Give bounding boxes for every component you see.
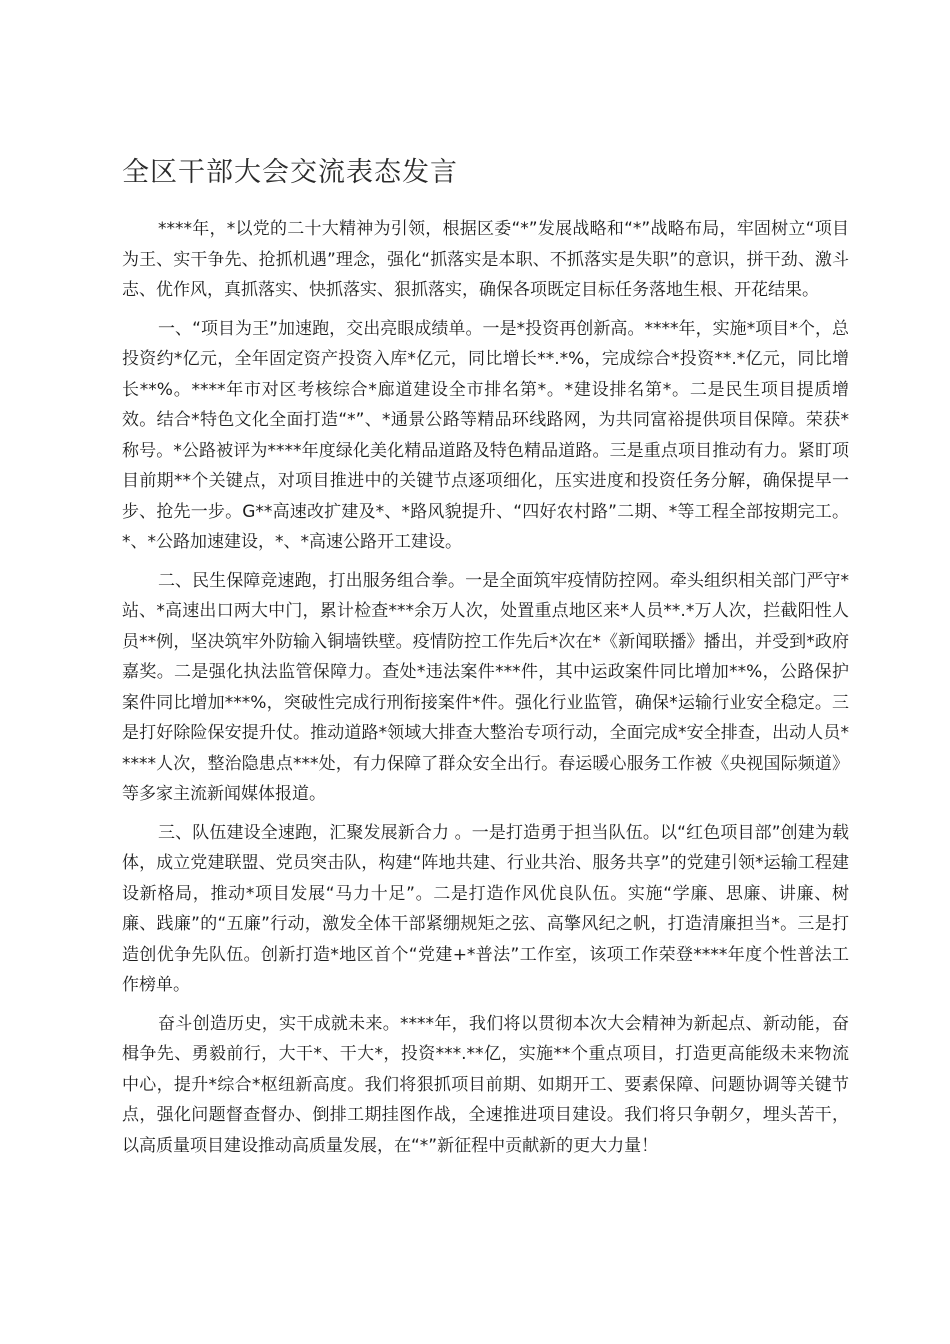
document-title: 全区干部大会交流表态发言	[122, 157, 458, 188]
paragraph-section-2: 二、民生保障竞速跑，打出服务组合拳。一是全面筑牢疫情防控网。牵头组织相关部门严守*站、*高速出口两大中门，累计检查***余万人次，处置重点地区来*人员**.*万人次，拦截阳性人员**例，坚决筑牢外防输入铜墙铁壁。疫情防控工作先后*次在*《新闻联播》播出，并受到*政府嘉奖。二是强化执法监管保障力。查处*违法案件***件，其中运政案件同比增加**%，公路保护案件同比增加***%，突破性完成行刑衔接案件*件。强化行业监管，确保*运输行业安全稳定。三是打好除险保安提升仗。推动道路*领域大排查大整治专项行动，全面完成*安全排查，出动人员*****人次，整治隐患点***处，有力保障了群众安全出行。春运暖心服务工作被《央视国际频道》等多家主流新闻媒体报道。	[122, 570, 849, 804]
paragraph-conclusion: 奋斗创造历史，实干成就未来。****年，我们将以贯彻本次大会精神为新起点、新动能，奋楫争先、勇毅前行，大干*、干大*，投资***.**亿，实施**个重点项目，打造更高能级未来物流中心，提升*综合*枢纽新高度。我们将狠抓项目前期、如期开工、要素保障、问题协调等关键节点，强化问题督查督办、倒排工期挂图作战，全速推进项目建设。我们将只争朝夕，埋头苦干，以高质量项目建设推动高质量发展，在“*”新征程中贡献新的更大力量！	[122, 1013, 849, 1156]
paragraph-section-1: 一、“项目为王”加速跑，交出亮眼成绩单。一是*投资再创新高。****年，实施*项目*个，总投资约*亿元，全年固定资产投资入库*亿元，同比增长**.*%，完成综合*投资**.*亿元，同比增长**%。****年市对区考核综合*廊道建设全市排名第*。*建设排名第*。二是民生项目提质增效。结合*特色文化全面打造“*”、*通景公路等精品环线路网，为共同富裕提供项目保障。荣获*称号。*公路被评为****年度绿化美化精品道路及特色精品道路。三是重点项目推动有力。紧盯项目前期**个关键点，对项目推进中的关键节点逐项细化，压实进度和投资任务分解，确保提早一步、抢先一步。G**高速改扩建及*、*路风貌提升、“四好农村路”二期、*等工程全部按期完工。*、*公路加速建设，*、*高速公路开工建设。	[122, 318, 849, 552]
paragraph-section-3: 三、队伍建设全速跑，汇聚发展新合力 。一是打造勇于担当队伍。以“红色项目部”创建为载体，成立党建联盟、党员突击队，构建“阵地共建、行业共治、服务共享”的党建引领*运输工程建设新格局，推动*项目发展“马力十足”。二是打造作风优良队伍。实施“学廉、思廉、讲廉、树廉、践廉”的“五廉”行动，激发全体干部紧绷规矩之弦、高擎风纪之帆，打造清廉担当*。三是打造创优争先队伍。创新打造*地区首个“党建+*普法”工作室，该项工作荣登****年度个性普法工作榜单。	[122, 822, 849, 995]
document-page	[122, 150, 849, 1169]
paragraph-intro: ****年，*以党的二十大精神为引领，根据区委“*”发展战略和“*”战略布局，牢固树立“项目为王、实干争先、抢抓机遇”理念，强化“抓落实是本职、不抓落实是失职”的意识，拼干劲、激斗志、优作风，真抓落实、快抓落实、狠抓落实，确保各项既定目标任务落地生根、开花结果。	[122, 219, 849, 300]
